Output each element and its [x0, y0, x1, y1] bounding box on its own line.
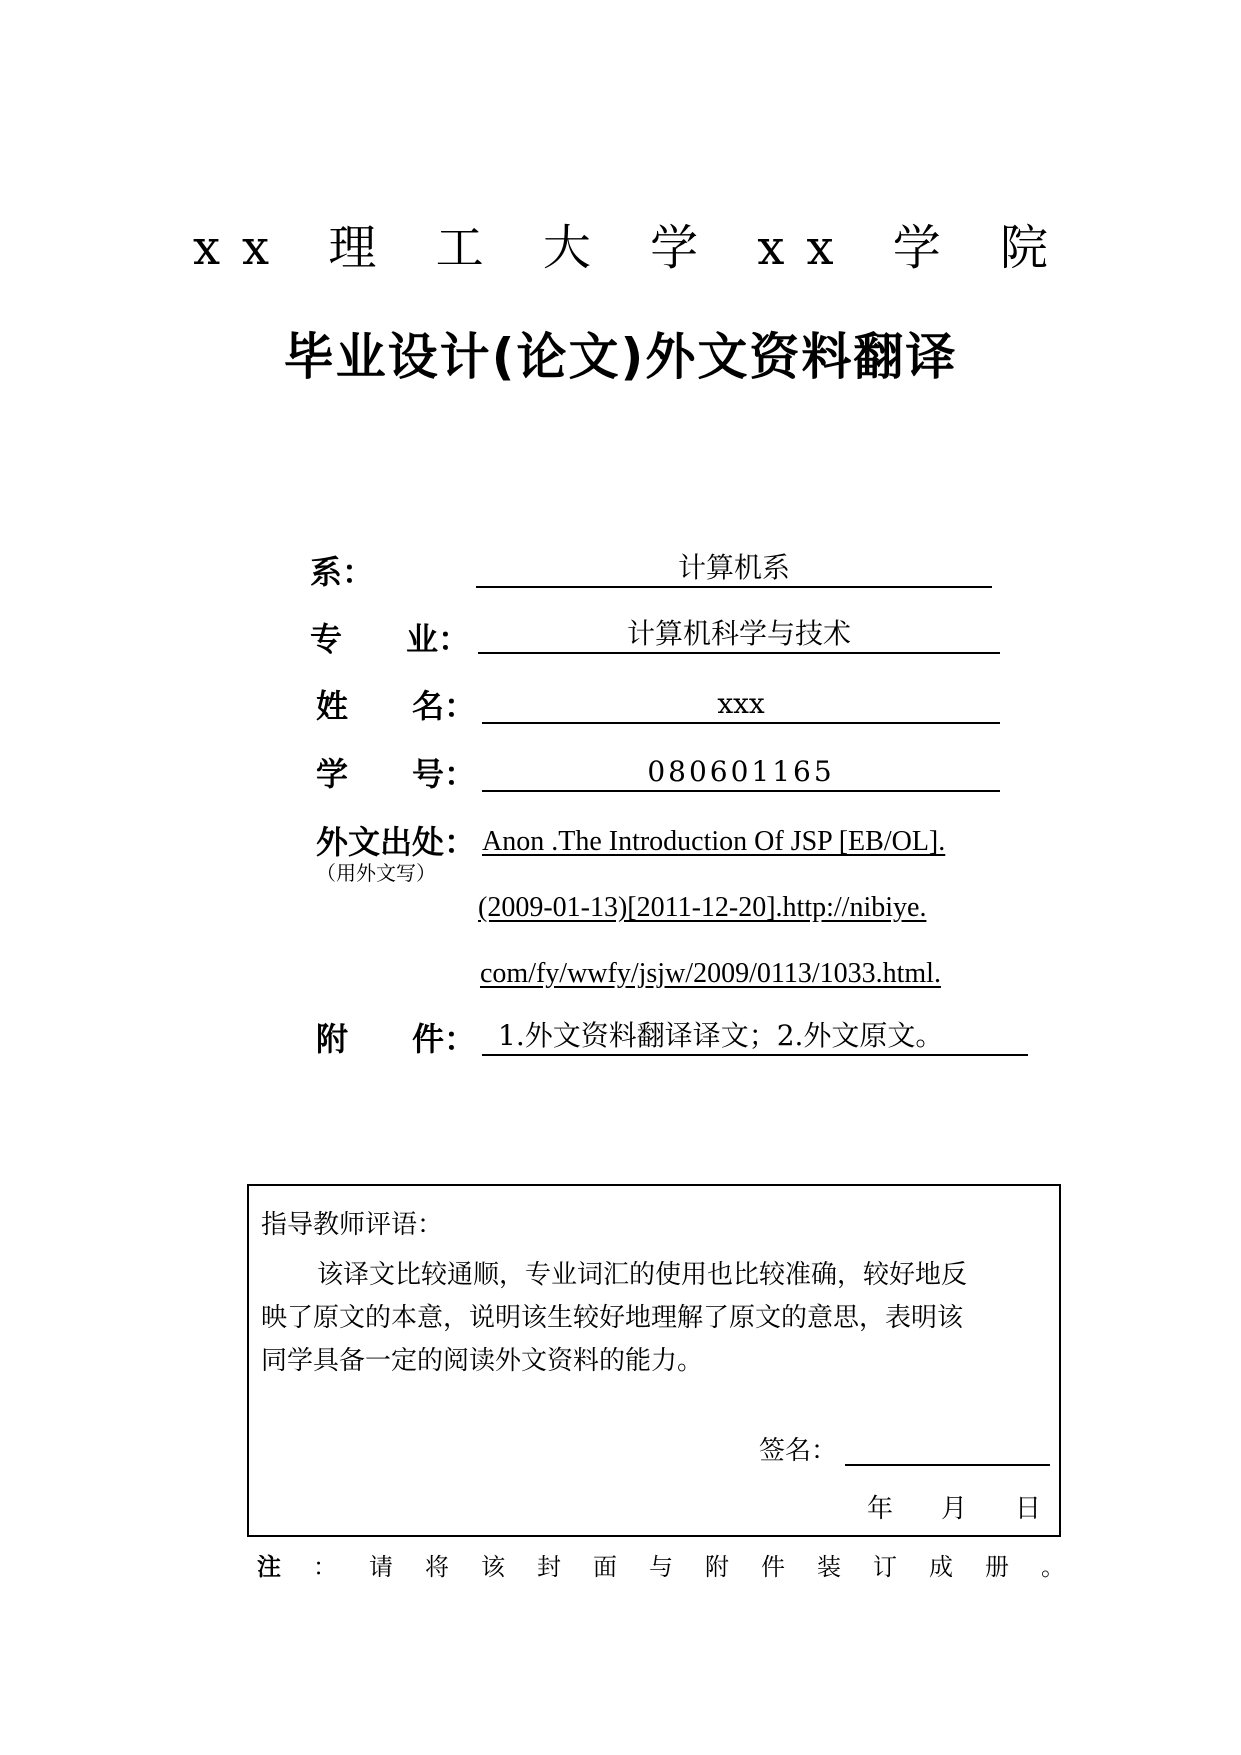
note-char: 订 — [873, 1553, 897, 1581]
note-char: 面 — [593, 1553, 617, 1581]
binding-note — [257, 1550, 1065, 1584]
note-char: 装 — [817, 1553, 841, 1581]
date-year: 年 — [867, 1494, 894, 1524]
university-title: xx 理 工 大 学 xx 学 院 — [192, 220, 1071, 276]
department-label: 系： — [310, 553, 375, 591]
advisor-comment-box — [247, 1184, 1061, 1537]
note-char: 。 — [1041, 1553, 1065, 1581]
student-id-value: 080601165 — [482, 754, 1000, 792]
attachment-label: 附 件： — [316, 1020, 477, 1058]
date-day: 日 — [1015, 1494, 1042, 1524]
major-label: 专 业： — [310, 620, 471, 658]
comment-line-1: 该译文比较通顺，专业词汇的使用也比较准确，较好地反 — [317, 1260, 968, 1290]
note-char: 注 — [257, 1552, 281, 1581]
note-char: 册 — [985, 1553, 1009, 1581]
source-line-3: com/fy/wwfy/jsjw/2009/0113/1033.html. — [480, 958, 941, 989]
comment-heading: 指导教师评语： — [261, 1210, 444, 1240]
comment-line-3: 同学具备一定的阅读外文资料的能力。 — [261, 1346, 704, 1376]
comment-line-2: 映了原文的本意，说明该生较好地理解了原文的意思，表明该 — [261, 1303, 964, 1333]
note-char: 成 — [929, 1553, 953, 1581]
attachment-value: 1.外文资料翻译译文；2.外文原文。 — [482, 1018, 1028, 1056]
date-month: 月 — [941, 1494, 968, 1524]
student-id-label: 学 号： — [316, 755, 477, 793]
signature-label: 签名： — [759, 1436, 838, 1466]
note-char: 请 — [369, 1553, 393, 1581]
note-char: 将 — [425, 1553, 449, 1581]
note-char: 该 — [481, 1553, 505, 1581]
source-sublabel: （用外文写） — [316, 861, 436, 885]
source-label: 外文出处： — [316, 823, 477, 861]
name-label: 姓 名： — [316, 687, 477, 725]
department-value: 计算机系 — [476, 550, 992, 588]
document-title: 毕业设计(论文)外文资料翻译 — [283, 328, 958, 386]
note-char: 件 — [761, 1553, 785, 1581]
source-line-1: Anon .The Introduction Of JSP [EB/OL]. — [482, 826, 946, 857]
note-char: ： — [313, 1553, 337, 1581]
source-line-2: (2009-01-13)[2011-12-20].http://nibiye. — [478, 892, 927, 923]
signature-line — [845, 1464, 1050, 1466]
note-char: 附 — [705, 1553, 729, 1581]
major-value: 计算机科学与技术 — [478, 616, 1000, 654]
note-char: 封 — [537, 1553, 561, 1581]
note-char: 与 — [649, 1553, 673, 1581]
name-value: xxx — [482, 686, 1000, 724]
